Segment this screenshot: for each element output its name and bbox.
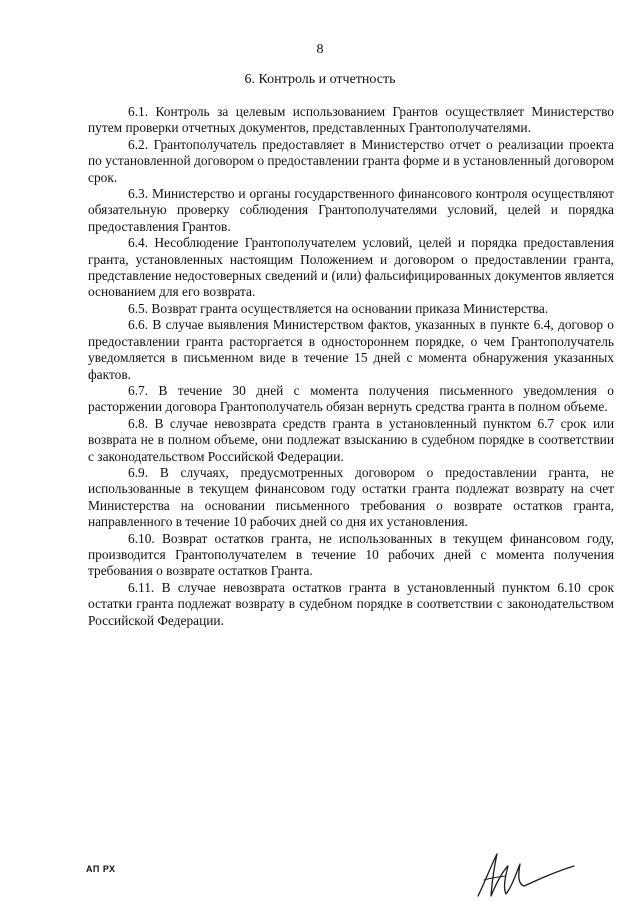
page-number: 8 xyxy=(316,42,324,57)
signature-image xyxy=(470,850,580,900)
body-text xyxy=(88,104,614,629)
paragraph-6-9: 6.9. В случаях, предусмотренных договором о предоставлении гранта, не использованные в текущем финансовом году остатки гранта подлежат возврату на счет Министерства на основании письменного требования о возврате остатков гранта, направленного в течение 10 рабочих дней со дня их установления. xyxy=(88,464,614,530)
paragraph-6-2: 6.2. Грантополучатель предоставляет в Министерство отчет о реализации проекта по установленной договором о предоставлении гранта форме и в установленный договором срок. xyxy=(88,136,614,185)
paragraph-6-3: 6.3. Министерство и органы государственного финансового контроля осуществляют обязательную проверку соблюдения Грантополучателями условий, целей и порядка предоставления Грантов. xyxy=(88,186,614,234)
paragraph-6-6: 6.6. В случае выявления Министерством фактов, указанных в пункте 6.4, договор о предоставлении гранта расторгается в одностороннем порядке, о чем Грантополучатель уведомляется в письменном виде в течение 15 дней с момента обнаружения указанных фактов. xyxy=(88,317,614,382)
section-title: 6. Контроль и отчетность xyxy=(244,72,396,87)
paragraph-6-1: 6.1. Контроль за целевым использованием Грантов осуществляет Министерство путем проверки отчетных документов, представленных Грантополучателями. xyxy=(88,104,614,136)
paragraph-6-7: 6.7. В течение 30 дней с момента получения письменного уведомления о расторжении договора Грантополучатель обязан вернуть средства гранта в полном объеме. xyxy=(88,382,614,415)
paragraph-6-8: 6.8. В случае невозврата средств гранта в установленный пунктом 6.7 срок или возврата не в полном объеме, они подлежат взысканию в судебном порядке в соответствии с законодательством Российской Федерации. xyxy=(88,415,614,464)
paragraph-6-5: 6.5. Возврат гранта осуществляется на основании приказа Министерства. xyxy=(128,300,549,316)
footer-code: АП РХ xyxy=(86,864,116,874)
paragraph-6-10: 6.10. Возврат остатков гранта, не использованных в текущем финансовом году, производится Грантополучателем в течение 10 рабочих дней с момента получения требования о возврате остатков Гранта. xyxy=(88,530,614,579)
paragraph-6-11: 6.11. В случае невозврата остатков гранта в установленный пунктом 6.10 срок остатки гранта подлежат возврату в судебном порядке в соответствии с законодательством Российской Федерации. xyxy=(88,579,614,628)
paragraph-6-4: 6.4. Несоблюдение Грантополучателем условий, целей и порядка предоставления гранта, установленных настоящим Положением и договором о предоставлении гранта, представление недостоверных сведений и (или) фальсифицированных документов является основанием для его возврата. xyxy=(88,235,614,300)
